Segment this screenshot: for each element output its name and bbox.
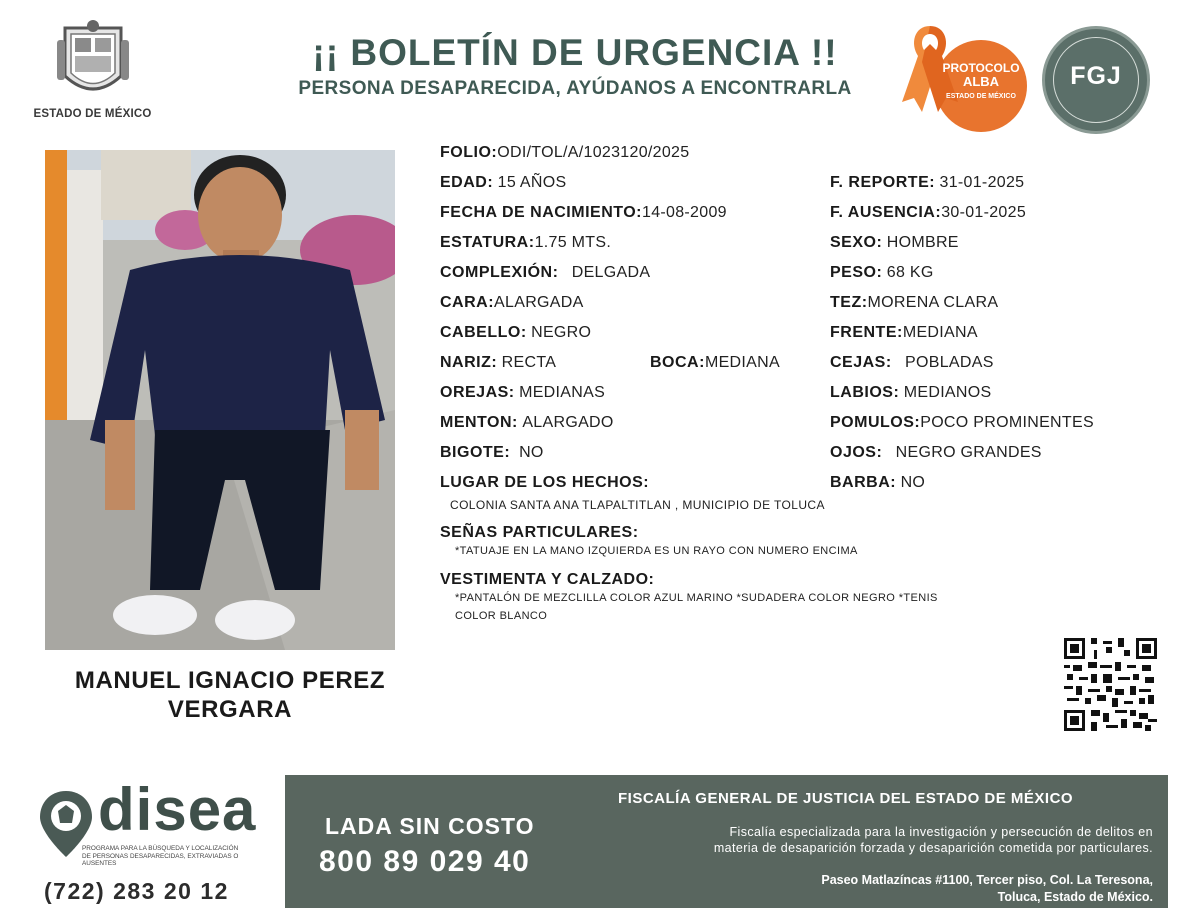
bulletin-subtitle: PERSONA DESAPARECIDA, AYÚDANOS A ENCONTRARLA <box>298 78 852 99</box>
field-pomulos <box>830 414 1094 432</box>
field-estatura <box>440 234 611 252</box>
field-labios <box>830 384 991 402</box>
vestimenta-line1: *PANTALÓN DE MEZCLILLA COLOR AZUL MARINO *SUDADERA COLOR NEGRO *TENIS <box>455 592 938 604</box>
edomex-logo <box>30 18 155 128</box>
odisea-word: disea <box>98 776 257 843</box>
field-edad <box>440 174 566 192</box>
vestimenta-label: VESTIMENTA Y CALZADO: <box>440 571 655 588</box>
field-ojos <box>830 444 1042 462</box>
field-boca <box>650 354 780 372</box>
alba-text <box>935 62 1027 100</box>
field-cejas-value: POBLADAS <box>905 354 994 371</box>
field-orejas-label: OREJAS: <box>440 384 515 401</box>
fge-desc-line1: Fiscalía especializada para la investigación y persecución de delitos en <box>729 825 1153 839</box>
fge-description <box>605 824 1153 856</box>
alba-line2: ALBA <box>962 74 1000 89</box>
field-cabello-label: CABELLO: <box>440 324 527 341</box>
field-cara-value: ALARGADA <box>494 294 584 311</box>
field-menton <box>440 414 614 432</box>
field-boca-value: MEDIANA <box>704 354 780 371</box>
field-cara-label: CARA: <box>440 294 495 311</box>
field-bigote-label: BIGOTE: <box>440 444 511 461</box>
field-barba-value: NO <box>900 474 926 491</box>
field-menton-label: MENTON: <box>440 414 518 431</box>
alba-line1: PROTOCOLO <box>942 61 1020 75</box>
field-nariz-value: RECTA <box>501 354 557 371</box>
state-label: ESTADO DE MÉXICO <box>33 108 152 120</box>
field-frente-value: MEDIANA <box>902 324 978 341</box>
field-peso-value: 68 KG <box>886 264 934 281</box>
field-complexion-label: COMPLEXIÓN: <box>440 264 559 281</box>
field-orejas <box>440 384 605 402</box>
field-folio-value: ODI/TOL/A/1023120/2025 <box>497 144 690 161</box>
field-cejas-label: CEJAS: <box>830 354 892 371</box>
person-photo <box>45 150 395 650</box>
field-fecha-nacimiento-label: FECHA DE NACIMIENTO: <box>440 204 642 221</box>
field-frente <box>830 324 978 342</box>
field-sexo-value: HOMBRE <box>886 234 959 251</box>
footer-panel <box>285 775 1168 908</box>
person-name-line2: VERGARA <box>167 696 293 723</box>
senas-particulares-value: *TATUAJE EN LA MANO IZQUIERDA ES UN RAYO CON NUMERO ENCIMA <box>455 545 858 557</box>
field-cejas <box>830 354 994 372</box>
field-barba-label: BARBA: <box>830 474 897 491</box>
field-f-reporte-value: 31-01-2025 <box>939 174 1025 191</box>
field-boca-label: BOCA: <box>650 354 705 371</box>
field-fecha-nacimiento-value: 14-08-2009 <box>642 204 727 221</box>
field-f-reporte <box>830 174 1024 192</box>
field-nariz-label: NARIZ: <box>440 354 498 371</box>
odisea-description <box>82 845 277 868</box>
odisea-logo <box>36 776 276 910</box>
field-estatura-label: ESTATURA: <box>440 234 535 251</box>
fge-address-line2: Toluca, Estado de México. <box>997 890 1153 904</box>
fge-desc-line2: materia de desaparición forzada y desaparición cometida por particulares. <box>713 841 1153 855</box>
person-name-line1: MANUEL IGNACIO PEREZ <box>74 667 386 694</box>
field-bigote-value: NO <box>519 444 544 461</box>
field-f-ausencia <box>830 204 1026 222</box>
field-barba <box>830 474 925 492</box>
field-complexion <box>440 264 650 282</box>
fgj-label: FGJ <box>1070 62 1122 90</box>
field-peso-label: PESO: <box>830 264 883 281</box>
lada-sin-costo-label: LADA SIN COSTO <box>325 813 535 839</box>
fge-address <box>665 872 1153 906</box>
field-tez <box>830 294 998 312</box>
field-f-reporte-label: F. REPORTE: <box>830 174 936 191</box>
field-peso <box>830 264 934 282</box>
person-photo-illustration <box>45 150 395 650</box>
field-edad-value: 15 AÑOS <box>497 174 567 191</box>
protocolo-alba-logo <box>900 22 1030 132</box>
field-orejas-value: MEDIANAS <box>519 384 606 401</box>
field-f-ausencia-label: F. AUSENCIA: <box>830 204 942 221</box>
fgj-seal-icon <box>1042 26 1150 134</box>
field-estatura-value: 1.75 MTS. <box>534 234 612 251</box>
field-cabello <box>440 324 591 342</box>
field-cara <box>440 294 584 312</box>
field-f-ausencia-value: 30-01-2025 <box>941 204 1027 221</box>
fge-address-line1: Paseo Matlazíncas #1100, Tercer piso, Col. La Teresona, <box>821 873 1153 887</box>
edomex-coat-of-arms-icon <box>53 18 133 104</box>
qr-code-icon[interactable] <box>1064 638 1157 731</box>
fge-title: FISCALÍA GENERAL DE JUSTICIA DEL ESTADO DE MÉXICO <box>618 790 1074 807</box>
field-complexion-value: DELGADA <box>571 264 651 281</box>
field-bigote <box>440 444 544 462</box>
field-cabello-value: NEGRO <box>531 324 592 341</box>
field-sexo <box>830 234 959 252</box>
field-tez-label: TEZ: <box>830 294 868 311</box>
field-nariz <box>440 354 556 372</box>
alba-line3: ESTADO DE MÉXICO <box>946 93 1016 100</box>
field-pomulos-label: POMULOS: <box>830 414 921 431</box>
odisea-desc-line3: AUSENTES <box>82 860 117 867</box>
field-pomulos-value: POCO PROMINENTES <box>920 414 1094 431</box>
odisea-desc-line1: PROGRAMA PARA LA BÚSQUEDA Y LOCALIZACIÓN <box>82 845 239 852</box>
field-labios-label: LABIOS: <box>830 384 900 401</box>
field-fecha-nacimiento <box>440 204 727 222</box>
field-ojos-label: OJOS: <box>830 444 883 461</box>
field-tez-value: MORENA CLARA <box>867 294 999 311</box>
field-edad-label: EDAD: <box>440 174 494 191</box>
bulletin-title: ¡¡ BOLETÍN DE URGENCIA !! <box>312 32 838 73</box>
lada-sin-costo-number: 800 89 029 40 <box>319 845 531 878</box>
field-sexo-label: SEXO: <box>830 234 883 251</box>
field-labios-value: MEDIANOS <box>903 384 992 401</box>
vestimenta-line2: COLOR BLANCO <box>455 610 548 622</box>
field-frente-label: FRENTE: <box>830 324 903 341</box>
headline <box>250 32 900 100</box>
odisea-desc-line2: DE PERSONAS DESAPARECIDAS, EXTRAVIADAS O <box>82 852 239 860</box>
field-folio-label: FOLIO: <box>440 144 498 161</box>
lugar-hechos-label: LUGAR DE LOS HECHOS: <box>440 474 650 491</box>
field-ojos-value: NEGRO GRANDES <box>895 444 1042 461</box>
field-folio <box>440 144 689 162</box>
field-menton-value: ALARGADO <box>522 414 614 431</box>
person-name <box>30 666 430 724</box>
odisea-phone: (722) 283 20 12 <box>44 878 229 904</box>
lugar-hechos-value: COLONIA SANTA ANA TLAPALTITLAN , MUNICIPIO DE TOLUCA <box>450 498 825 512</box>
senas-particulares-label: SEÑAS PARTICULARES: <box>440 524 639 541</box>
